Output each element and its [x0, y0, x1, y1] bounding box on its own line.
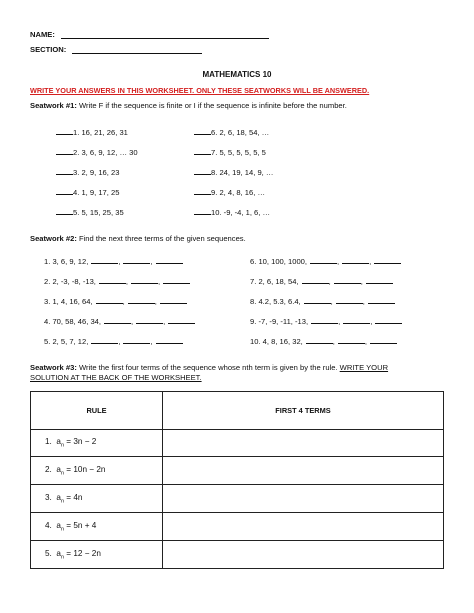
table-header-row	[31, 392, 444, 430]
answer-blank[interactable]	[194, 186, 211, 195]
answer-blank[interactable]	[338, 335, 365, 344]
page-title: MATHEMATICS 10	[202, 70, 272, 79]
answer-blank[interactable]	[194, 166, 211, 175]
terms-header: FIRST 4 TERMS	[163, 392, 444, 430]
answer-blank[interactable]	[91, 335, 118, 344]
name-field[interactable]	[61, 29, 269, 39]
name-row	[30, 29, 269, 39]
seatwork1-item: 1. 16, 21, 26, 31	[56, 126, 128, 137]
section-row	[30, 44, 202, 54]
answer-blank[interactable]	[366, 275, 393, 284]
answer-blank[interactable]	[56, 126, 73, 135]
table-row	[31, 541, 444, 569]
section-field[interactable]	[72, 44, 202, 54]
rule-cell: 4. $a_n = 5n + 4$	[31, 513, 163, 541]
answer-blank[interactable]	[56, 206, 73, 215]
answer-blank[interactable]	[91, 255, 118, 264]
answer-blank[interactable]	[123, 335, 150, 344]
rule-cell: 2. $a_n = 10n - 2n$	[31, 457, 163, 485]
answer-blank[interactable]	[194, 146, 211, 155]
answer-blank[interactable]	[104, 315, 131, 324]
answer-blank[interactable]	[56, 146, 73, 155]
answer-blank[interactable]	[156, 335, 183, 344]
answer-blank[interactable]	[194, 126, 211, 135]
section-label: SECTION:	[30, 45, 67, 54]
rule-cell: 1. $a_n = 3n - 2$	[31, 429, 163, 457]
rule-header: RULE	[31, 392, 163, 430]
seatwork3-instruction: Seatwork #3: Write the first four terms of the sequence whose nth term is given by the rule. WRITE YOUR	[30, 363, 389, 372]
seatwork1-item: 7. 5, 5, 5, 5, 5, 5	[194, 146, 266, 157]
answer-blank[interactable]	[334, 275, 361, 284]
terms-answer-cell[interactable]	[163, 541, 444, 569]
rule-cell: 5. $a_n = 12 - 2n$	[31, 541, 163, 569]
answer-blank[interactable]	[128, 295, 155, 304]
seatwork1-item: 5. 5, 15, 25, 35	[56, 206, 124, 217]
seatwork1-label: Seatwork #1:	[30, 101, 77, 110]
terms-answer-cell[interactable]	[163, 485, 444, 513]
rule-cell: 3. $a_n = 4n$	[31, 485, 163, 513]
answer-blank[interactable]	[374, 255, 401, 264]
answer-blank[interactable]	[194, 206, 211, 215]
seatwork1-item: 6. 2, 6, 18, 54, …	[194, 126, 269, 137]
table-row	[31, 513, 444, 541]
seatwork2-item: 7. 2, 6, 18, 54, , ,	[250, 275, 393, 286]
answer-blank[interactable]	[123, 255, 150, 264]
table-row	[31, 429, 444, 457]
seatwork1-item: 3. 2, 9, 16, 23	[56, 166, 119, 177]
answer-blank[interactable]	[311, 315, 338, 324]
answer-blank[interactable]	[156, 255, 183, 264]
answer-blank[interactable]	[302, 275, 329, 284]
seatwork3-label: Seatwork #3:	[30, 363, 77, 372]
seatwork2-item: 6. 10, 100, 1000, , ,	[250, 255, 401, 266]
terms-answer-cell[interactable]	[163, 429, 444, 457]
answer-blank[interactable]	[136, 315, 163, 324]
answer-blank[interactable]	[343, 315, 370, 324]
answer-blank[interactable]	[370, 335, 397, 344]
seatwork2-item: 1. 3, 6, 9, 12, , ,	[44, 255, 183, 266]
answer-blank[interactable]	[96, 295, 123, 304]
answer-blank[interactable]	[310, 255, 337, 264]
seatwork1-instruction: Seatwork #1: Write F if the sequence is finite or I if the sequence is infinite before the number.	[30, 101, 347, 110]
seatwork2-item: 5. 2, 5, 7, 12, , ,	[44, 335, 183, 346]
answer-blank[interactable]	[306, 335, 333, 344]
seatwork2-item: 8. 4.2, 5.3, 6.4, , ,	[250, 295, 395, 306]
seatwork1-item: 9. 2, 4, 8, 16, …	[194, 186, 265, 197]
seatwork1-item: 8. 24, 19, 14, 9, …	[194, 166, 273, 177]
answer-blank[interactable]	[336, 295, 363, 304]
seatwork2-item: 9. -7, -9, -11, -13, , ,	[250, 315, 402, 326]
terms-answer-cell[interactable]	[163, 513, 444, 541]
answer-blank[interactable]	[375, 315, 402, 324]
terms-answer-cell[interactable]	[163, 457, 444, 485]
seatwork2-item: 2. 2, -3, -8, -13, , ,	[44, 275, 190, 286]
seatwork2-label: Seatwork #2:	[30, 234, 77, 243]
seatwork1-item: 10. -9, -4, 1, 6, …	[194, 206, 270, 217]
seatwork2-item: 3. 1, 4, 16, 64, , ,	[44, 295, 187, 306]
answer-blank[interactable]	[131, 275, 158, 284]
name-label: NAME:	[30, 30, 55, 39]
answer-blank[interactable]	[56, 166, 73, 175]
seatwork2-item: 4. 70, 58, 46, 34, , ,	[44, 315, 195, 326]
answer-blank[interactable]	[168, 315, 195, 324]
answer-blank[interactable]	[368, 295, 395, 304]
seatwork1-item: 4. 1, 9, 17, 25	[56, 186, 119, 197]
answer-blank[interactable]	[342, 255, 369, 264]
answer-blank[interactable]	[56, 186, 73, 195]
seatwork2-instruction: Seatwork #2: Find the next three terms of the given sequences.	[30, 234, 246, 243]
seatwork1-item: 2. 3, 6, 9, 12, … 30	[56, 146, 138, 157]
warning-text: WRITE YOUR ANSWERS IN THIS WORKSHEET. ONLY THESE SEATWORKS WILL BE ANSWERED.	[30, 86, 370, 95]
table-row	[31, 485, 444, 513]
answer-blank[interactable]	[304, 295, 331, 304]
table-row	[31, 457, 444, 485]
rules-table	[30, 391, 444, 569]
seatwork3-instruction-line2: SOLUTION AT THE BACK OF THE WORKSHEET.	[30, 373, 202, 382]
seatwork2-item: 10. 4, 8, 16, 32, , ,	[250, 335, 397, 346]
answer-blank[interactable]	[160, 295, 187, 304]
answer-blank[interactable]	[163, 275, 190, 284]
answer-blank[interactable]	[99, 275, 126, 284]
